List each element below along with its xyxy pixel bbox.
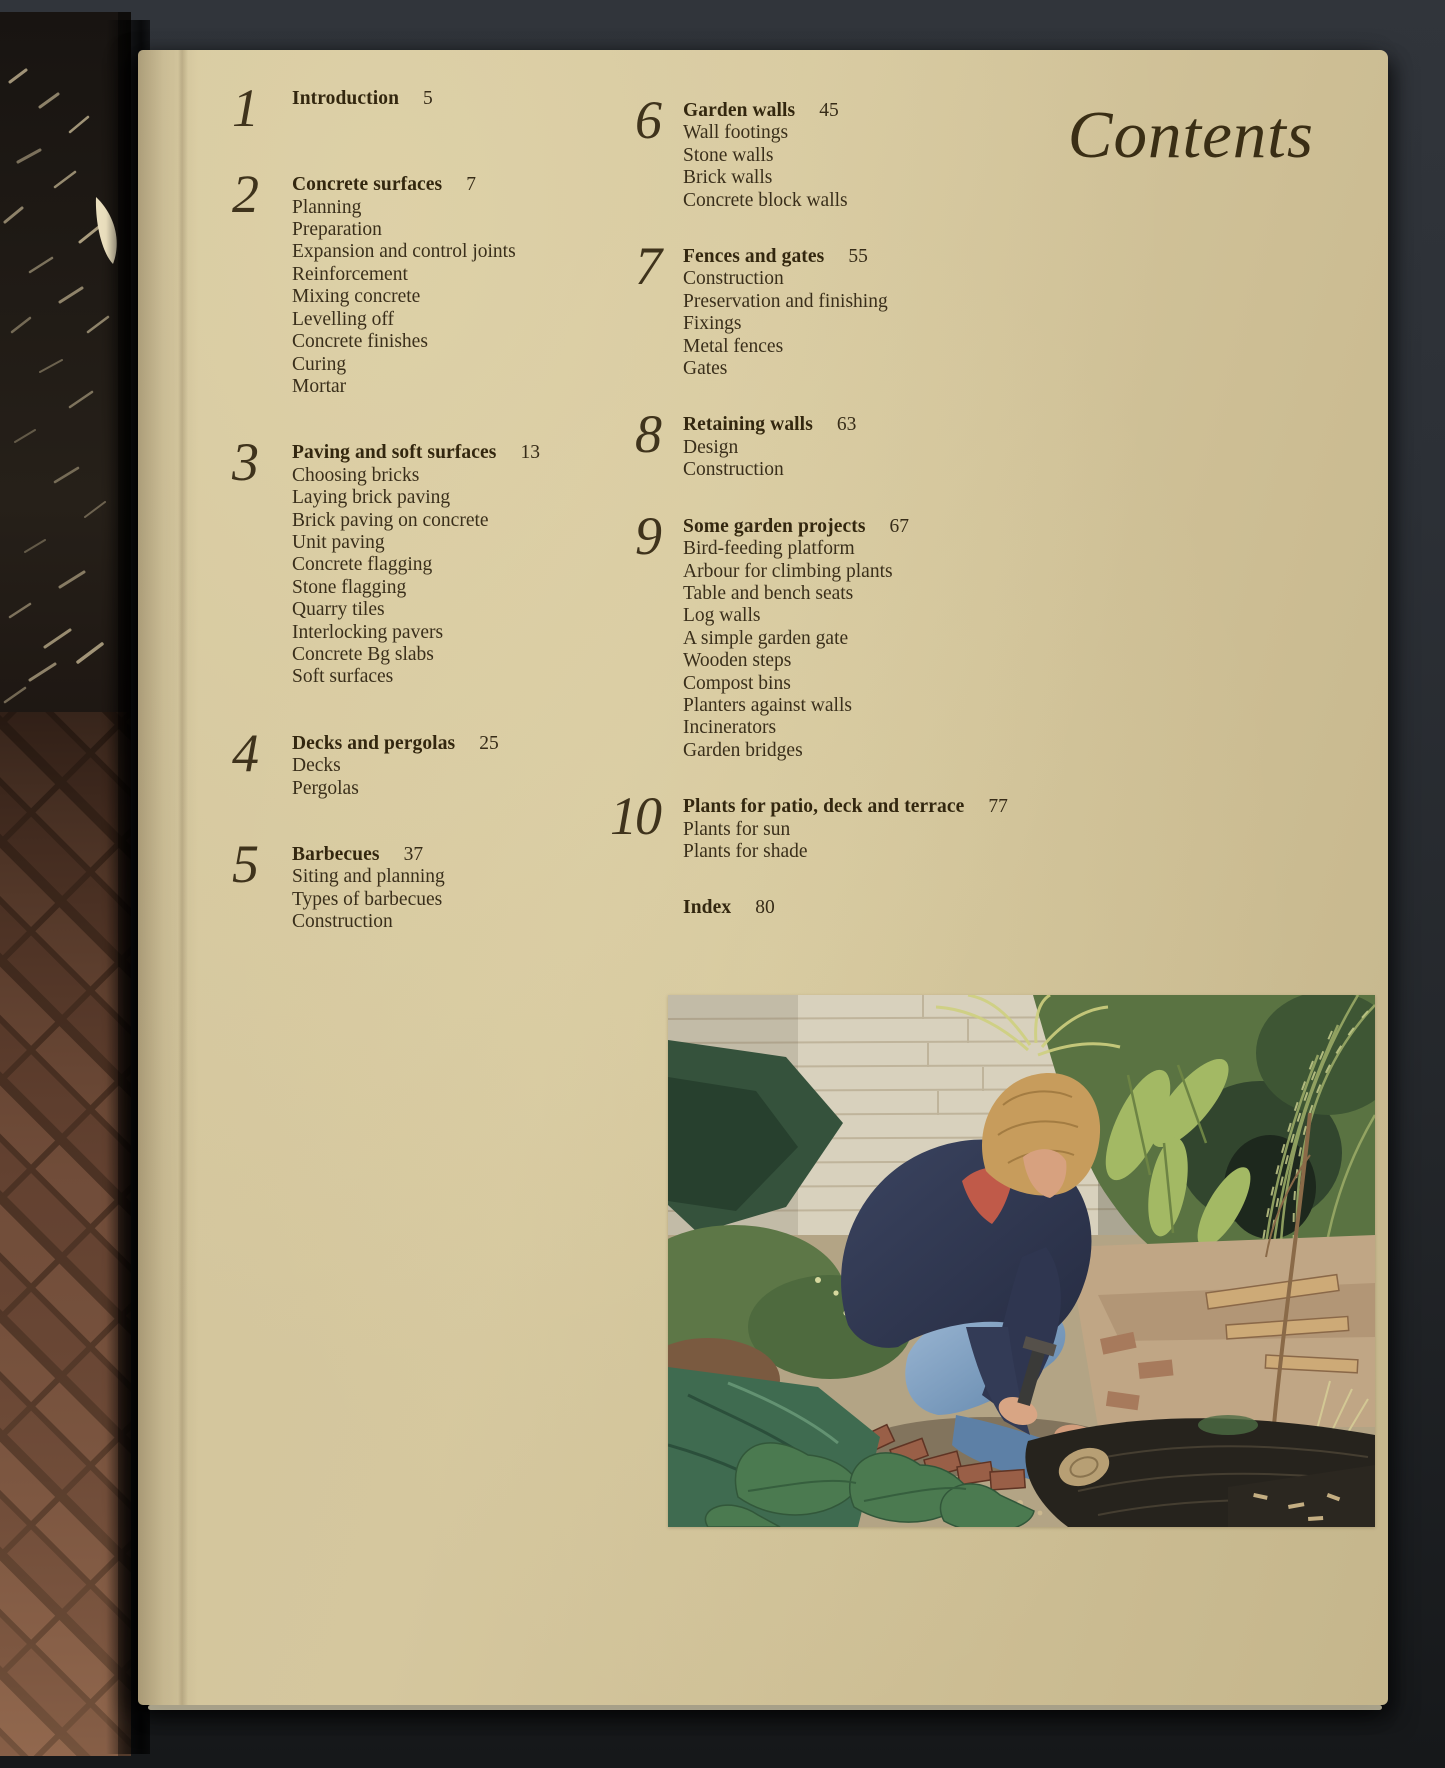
- chapter-subitem: Fixings: [683, 313, 742, 335]
- chapter-number: 7: [635, 236, 660, 297]
- chapter-title: Garden walls: [683, 100, 796, 121]
- chapter-title-row: [292, 844, 445, 866]
- toc-chapter: [560, 505, 1135, 762]
- chapter-number: 8: [635, 404, 660, 465]
- chapter-title: Decks and pergolas: [292, 732, 456, 754]
- chapter-page-number: 63: [836, 414, 857, 436]
- chapter-subitem: Decks: [292, 755, 341, 777]
- chapter-page-number: 67: [889, 515, 910, 537]
- chapter-number: 10: [610, 786, 660, 847]
- chapter-page-number: 55: [848, 246, 868, 268]
- chapter-number: 2: [232, 164, 257, 225]
- chapter-subitem: Plants for shade: [683, 840, 808, 862]
- chapter-subitem: Stone flagging: [292, 576, 407, 598]
- chapter-page-number: 7: [466, 174, 476, 196]
- chapter-subitem: Types of barbecues: [292, 888, 443, 910]
- index-title: Index: [683, 897, 732, 919]
- chapter-subitem: Soft surfaces: [292, 666, 394, 688]
- chapter-subitem: Mixing concrete: [292, 286, 421, 308]
- page-title: Contents: [1067, 98, 1314, 172]
- toc-chapter: [560, 236, 1135, 380]
- chapter-subitem: Planning: [292, 196, 362, 218]
- chapter-title-row: [292, 733, 499, 755]
- chapter-title: Retaining walls: [683, 414, 813, 436]
- toc-chapter: [560, 90, 1135, 212]
- chapter-subitem: Compost bins: [683, 672, 791, 694]
- chapter-subitem: Gates: [683, 358, 728, 380]
- chapter-subitem: Bird-feeding platform: [683, 538, 855, 560]
- contents-page: [138, 50, 1388, 1705]
- chapter-title-row: [292, 88, 433, 110]
- chapter-subitem: Brick paving on concrete: [292, 509, 489, 531]
- chapter-subitem: Brick walls: [683, 167, 773, 189]
- chapter-subitem: Curing: [292, 353, 347, 375]
- chapter-number: 3: [232, 432, 257, 493]
- chapter-subitem: Concrete flagging: [292, 554, 433, 576]
- chapter-title-row: [292, 442, 540, 464]
- chapter-page-number: 45: [819, 100, 839, 121]
- chapter-title-row: [683, 414, 856, 436]
- chapter-subitem: Quarry tiles: [292, 599, 385, 621]
- index-page-number: 80: [755, 897, 775, 919]
- garden-photo: [668, 995, 1375, 1527]
- chapter-subitem: Concrete finishes: [292, 331, 428, 353]
- chapter-subitem: Stone walls: [683, 144, 774, 166]
- index-title-row: [683, 897, 775, 919]
- chapter-page-number: 37: [403, 844, 424, 866]
- chapter-title-row: [292, 174, 516, 196]
- chapter-subitem: Siting and planning: [292, 866, 445, 888]
- chapter-page-number: 77: [988, 796, 1008, 818]
- toc-index-entry: [560, 897, 1135, 919]
- chapter-subitem: Interlocking pavers: [292, 621, 444, 643]
- chapter-title: Plants for patio, deck and terrace: [683, 796, 965, 818]
- chapter-subitem: Expansion and control joints: [292, 241, 516, 263]
- toc-chapter: [560, 404, 1135, 481]
- garden-photo-art: [668, 995, 1375, 1527]
- chapter-title: Some garden projects: [683, 515, 866, 537]
- chapter-number: 4: [232, 722, 257, 783]
- chapter-subitem: Pergolas: [292, 777, 359, 799]
- chapter-number: 6: [635, 90, 660, 150]
- chapter-subitem: Construction: [683, 459, 784, 481]
- toc-chapter: [560, 786, 1135, 863]
- chapter-subitem: Laying brick paving: [292, 487, 451, 509]
- chapter-subitem: Log walls: [683, 605, 761, 627]
- chapter-title: Introduction: [292, 88, 400, 109]
- chapter-subitem: Preservation and finishing: [683, 290, 888, 312]
- chapter-subitem: Reinforcement: [292, 263, 408, 285]
- chapter-subitem: Table and bench seats: [683, 582, 854, 604]
- chapter-title-row: [683, 516, 909, 538]
- chapter-subitem: Metal fences: [683, 335, 784, 357]
- chapter-number: 9: [635, 505, 660, 566]
- chapter-subitem: Choosing bricks: [292, 464, 420, 486]
- chapter-subitem: Design: [683, 436, 739, 458]
- chapter-subitem: Arbour for climbing plants: [683, 560, 893, 582]
- chapter-page-number: 25: [479, 732, 499, 754]
- chapter-subitem: Concrete Bg slabs: [292, 643, 434, 665]
- chapter-subitem: Wall footings: [683, 122, 789, 144]
- chapter-number: 1: [232, 78, 257, 138]
- chapter-subitem: Mortar: [292, 375, 347, 397]
- chapter-page-number: 5: [423, 88, 433, 109]
- chapter-page-number: 13: [520, 442, 540, 464]
- chapter-title: Concrete surfaces: [292, 174, 443, 196]
- chapter-subitem: Wooden steps: [683, 650, 792, 672]
- chapter-subitem: Plants for sun: [683, 818, 791, 840]
- chapter-title: Fences and gates: [683, 246, 825, 268]
- chapter-subitem: Planters against walls: [683, 694, 852, 716]
- chapter-subitem: Concrete block walls: [683, 189, 848, 211]
- chapter-title-row: [683, 246, 888, 268]
- chapter-subitem: Garden bridges: [683, 739, 803, 761]
- chapter-subitem: A simple garden gate: [683, 627, 849, 649]
- chapter-subitem: Unit paving: [292, 531, 385, 553]
- chapter-subitem: Construction: [292, 911, 393, 933]
- chapter-title-row: [683, 100, 848, 122]
- chapter-number: 5: [232, 834, 257, 895]
- chapter-title: Paving and soft surfaces: [292, 442, 497, 464]
- chapter-title-row: [683, 796, 1008, 818]
- chapter-subitem: Construction: [683, 268, 784, 290]
- toc-right-column: [560, 90, 1135, 954]
- chapter-subitem: Levelling off: [292, 308, 394, 330]
- chapter-subitem: Incinerators: [683, 717, 777, 739]
- chapter-subitem: Preparation: [292, 219, 382, 241]
- chapter-title: Barbecues: [292, 844, 380, 866]
